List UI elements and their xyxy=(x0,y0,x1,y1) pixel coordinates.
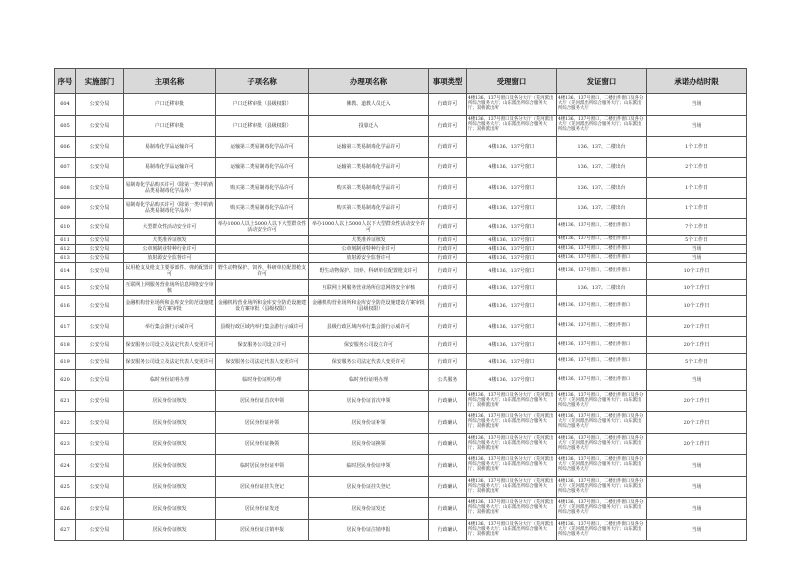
cell-time-limit: 5个工作日 xyxy=(647,235,747,245)
cell-no: 621 xyxy=(55,390,76,412)
cell-item-type: 行政确认 xyxy=(429,519,467,541)
cell-sub-item: 临时身份证明办理 xyxy=(216,370,309,391)
cell-sub-item: 购买第二类易制毒化学品许可 xyxy=(216,178,309,199)
cell-sub-item: 金融机构营业场所和金库安全防范设施建设方案审批（县级权限） xyxy=(216,296,309,317)
col-header-time-limit: 承诺办结时限 xyxy=(647,69,747,94)
cell-time-limit: 5个工作日 xyxy=(647,353,747,370)
cell-handling-item: 购买第二类易制毒化学品许可 xyxy=(309,178,429,199)
col-header-dept: 实施部门 xyxy=(76,69,124,94)
cell-sub-item: 户口迁移审批（县级权限） xyxy=(216,94,309,116)
cell-issue-window: 136、137、二楼出台 xyxy=(557,137,647,158)
col-header-issue-window: 发证窗口 xyxy=(557,69,647,94)
cell-main-item: 保安服务公司设立及法定代表人变更许可 xyxy=(124,337,216,354)
cell-time-limit: 1个工作日 xyxy=(647,137,747,158)
cell-main-item: 户口迁移审批 xyxy=(124,94,216,116)
cell-item-type: 行政确认 xyxy=(429,390,467,412)
cell-dept: 公安分局 xyxy=(76,245,124,254)
cell-sub-item: 临时居民身份证申领 xyxy=(216,455,309,477)
cell-main-item: 大型群众性活动安全许可 xyxy=(124,219,216,236)
cell-sub-item: 县级行政区域内举行集会游行示威许可 xyxy=(216,316,309,337)
cell-accept-window: 4楼136、137号窗口及各分大厅（芜河派出所综合服务大厅；山东派出所综合服务大厅；双桥派出所 xyxy=(467,94,557,116)
col-header-main-item: 主项名称 xyxy=(124,69,216,94)
table-row xyxy=(55,412,747,434)
cell-item-type: 行政许可 xyxy=(429,337,467,354)
cell-sub-item: 居民身份证发还 xyxy=(216,498,309,520)
cell-dept: 公安分局 xyxy=(76,476,124,498)
cell-handling-item: 保安服务公司设立许可 xyxy=(309,337,429,354)
cell-sub-item: 居民身份证注销申报 xyxy=(216,519,309,541)
cell-item-type: 行政许可 xyxy=(429,279,467,296)
cell-handling-item: 居民身份证补领 xyxy=(309,412,429,434)
table-row xyxy=(55,337,747,354)
cell-no: 605 xyxy=(55,115,76,137)
cell-no: 615 xyxy=(55,279,76,296)
cell-accept-window: 4楼136、137号窗口及各分大厅（芜河派出所综合服务大厅；山东派出所综合服务大厅；双桥派出所 xyxy=(467,433,557,455)
cell-dept: 公安分局 xyxy=(76,178,124,199)
cell-no: 620 xyxy=(55,370,76,391)
cell-main-item: 居民身份证核发 xyxy=(124,519,216,541)
table-row xyxy=(55,263,747,280)
cell-main-item: 易制毒化学品购买许可（除第一类中的药品类易制毒化学品外） xyxy=(124,198,216,219)
table-row xyxy=(55,433,747,455)
cell-dept: 公安分局 xyxy=(76,157,124,178)
cell-sub-item xyxy=(216,279,309,296)
table-row xyxy=(55,498,747,520)
cell-time-limit: 1个工作日 xyxy=(647,178,747,199)
cell-sub-item: 居民身份证补领 xyxy=(216,412,309,434)
cell-accept-window: 4楼136、137号窗口 xyxy=(467,254,557,263)
cell-no: 607 xyxy=(55,157,76,178)
cell-dept: 公安分局 xyxy=(76,390,124,412)
cell-handling-item: 购买第三类易制毒化学品许可 xyxy=(309,198,429,219)
cell-item-type: 行政许可 xyxy=(429,316,467,337)
cell-handling-item: 临时居民身份证申领 xyxy=(309,455,429,477)
cell-dept: 公安分局 xyxy=(76,254,124,263)
cell-handling-item: 居民身份证首次申领 xyxy=(309,390,429,412)
cell-handling-item: 犬类准养证核发 xyxy=(309,235,429,245)
cell-dept: 公安分局 xyxy=(76,279,124,296)
cell-no: 609 xyxy=(55,198,76,219)
cell-issue-window: 4楼136、137号窗口，二楼出件窗口 xyxy=(557,245,647,254)
col-header-accept-window: 受理窗口 xyxy=(467,69,557,94)
cell-handling-item: 野生动物保护、饲养、科研单位配置枪支许可 xyxy=(309,263,429,280)
cell-main-item: 民用枪支及枪支主要零部件、弹药配置许可 xyxy=(124,263,216,280)
cell-dept: 公安分局 xyxy=(76,115,124,137)
cell-accept-window: 4楼136、137号窗口及各分大厅（芜河派出所综合服务大厅；山东派出所综合服务大厅；双桥派出所 xyxy=(467,390,557,412)
cell-issue-window: 4楼136、137号窗口，二楼出件窗口 xyxy=(557,370,647,391)
cell-issue-window: 4楼136、137号窗口，二楼出件窗口 xyxy=(557,235,647,245)
table-row xyxy=(55,254,747,263)
table-row xyxy=(55,390,747,412)
cell-no: 627 xyxy=(55,519,76,541)
cell-accept-window: 4楼136、137号窗口 xyxy=(467,245,557,254)
cell-issue-window: 4楼136、137号窗口，二楼出件窗口及各分大厅（芜河派出所综合服务大厅；山东派出所综合服务大厅 xyxy=(557,94,647,116)
cell-accept-window: 4楼136、137号窗口 xyxy=(467,235,557,245)
cell-no: 613 xyxy=(55,254,76,263)
cell-no: 624 xyxy=(55,455,76,477)
cell-main-item: 易制毒化学品运输许可 xyxy=(124,157,216,178)
cell-handling-item: 居民身份证挂失登记 xyxy=(309,476,429,498)
cell-issue-window: 136、137、二楼出台 xyxy=(557,157,647,178)
cell-accept-window: 4楼136、137号窗口 xyxy=(467,178,557,199)
cell-dept: 公安分局 xyxy=(76,455,124,477)
cell-handling-item: 佛教、道教人员迁入 xyxy=(309,94,429,116)
cell-handling-item: 县级行政区域内举行集会游行示威许可 xyxy=(309,316,429,337)
cell-item-type: 行政确认 xyxy=(429,498,467,520)
cell-main-item: 保安服务公司设立及法定代表人变更许可 xyxy=(124,353,216,370)
service-items-table xyxy=(54,68,747,541)
cell-time-limit: 当场 xyxy=(647,254,747,263)
cell-accept-window: 4楼136、137号窗口 xyxy=(467,263,557,280)
cell-issue-window: 4楼136、137号窗口，二楼出件窗口 xyxy=(557,263,647,280)
cell-no: 619 xyxy=(55,353,76,370)
cell-sub-item: 居民身份证挂失登记 xyxy=(216,476,309,498)
cell-handling-item: 居民身份证发还 xyxy=(309,498,429,520)
cell-item-type: 行政许可 xyxy=(429,157,467,178)
cell-item-type: 行政许可 xyxy=(429,94,467,116)
table-row xyxy=(55,370,747,391)
cell-main-item: 互联网上网服务营业场所信息网络安全审核 xyxy=(124,279,216,296)
cell-time-limit: 20个工作日 xyxy=(647,337,747,354)
cell-accept-window: 4楼136、137号窗口 xyxy=(467,279,557,296)
cell-issue-window: 136、137、二楼出台 xyxy=(557,178,647,199)
cell-main-item: 居民身份证核发 xyxy=(124,412,216,434)
cell-handling-item: 举办1000人以上5000人以下大型群众性活动安全许可 xyxy=(309,219,429,236)
cell-main-item: 公章刻制业特种行业许可 xyxy=(124,245,216,254)
cell-time-limit: 当场 xyxy=(647,519,747,541)
cell-item-type: 行政许可 xyxy=(429,178,467,199)
cell-time-limit: 当场 xyxy=(647,245,747,254)
cell-item-type: 行政确认 xyxy=(429,476,467,498)
col-header-no: 序号 xyxy=(55,69,76,94)
cell-issue-window: 4楼136、137号窗口，二楼出件窗口 xyxy=(557,337,647,354)
cell-time-limit: 10个工作日 xyxy=(647,279,747,296)
cell-item-type: 行政许可 xyxy=(429,198,467,219)
cell-dept: 公安分局 xyxy=(76,219,124,236)
cell-accept-window: 4楼136、137号窗口 xyxy=(467,198,557,219)
table-row xyxy=(55,296,747,317)
cell-no: 608 xyxy=(55,178,76,199)
cell-handling-item: 居民身份证注销申报 xyxy=(309,519,429,541)
table-row xyxy=(55,476,747,498)
cell-accept-window: 4楼136、137号窗口及各分大厅（芜河派出所综合服务大厅；山东派出所综合服务大厅；双桥派出所 xyxy=(467,115,557,137)
cell-handling-item: 运输第三类易制毒化学品许可 xyxy=(309,137,429,158)
cell-item-type: 行政许可 xyxy=(429,263,467,280)
cell-time-limit: 20个工作日 xyxy=(647,412,747,434)
cell-issue-window: 4楼136、137号窗口，二楼出件窗口及各分大厅（芜河派出所综合服务大厅；山东派出所综合服务大厅 xyxy=(557,455,647,477)
table-row xyxy=(55,115,747,137)
cell-time-limit: 7个工作日 xyxy=(647,219,747,236)
col-header-item-type: 事项类型 xyxy=(429,69,467,94)
cell-issue-window: 4楼136、137号窗口，二楼出件窗口及各分大厅（芜河派出所综合服务大厅；山东派出所综合服务大厅 xyxy=(557,498,647,520)
cell-main-item: 居民身份证核发 xyxy=(124,476,216,498)
cell-accept-window: 4楼136、137号窗口及各分大厅（芜河派出所综合服务大厅；山东派出所综合服务大厅；双桥派出所 xyxy=(467,455,557,477)
cell-item-type: 行政许可 xyxy=(429,245,467,254)
cell-issue-window: 136、137、二楼出台 xyxy=(557,198,647,219)
cell-time-limit: 1个工作日 xyxy=(647,198,747,219)
cell-main-item: 放射源安全监督许可 xyxy=(124,254,216,263)
cell-time-limit: 当场 xyxy=(647,455,747,477)
cell-time-limit: 当场 xyxy=(647,94,747,116)
cell-dept: 公安分局 xyxy=(76,94,124,116)
cell-main-item: 居民身份证核发 xyxy=(124,390,216,412)
table-row xyxy=(55,353,747,370)
cell-time-limit: 当场 xyxy=(647,498,747,520)
cell-sub-item: 举办1000人以上5000人以下大型群众性活动安全许可 xyxy=(216,219,309,236)
cell-issue-window: 4楼136、137号窗口，二楼出件窗口及各分大厅（芜河派出所综合服务大厅；山东派出所综合服务大厅 xyxy=(557,390,647,412)
cell-item-type: 行政许可 xyxy=(429,235,467,245)
cell-handling-item: 金融机构营业场所和金库安全防范设施建设方案审批（县级权限） xyxy=(309,296,429,317)
cell-sub-item xyxy=(216,245,309,254)
cell-sub-item: 运输第三类易制毒化学品许可 xyxy=(216,137,309,158)
cell-handling-item: 放射源安全监督许可 xyxy=(309,254,429,263)
cell-dept: 公安分局 xyxy=(76,433,124,455)
cell-handling-item: 居民身份证换领 xyxy=(309,433,429,455)
cell-item-type: 行政许可 xyxy=(429,353,467,370)
table-row xyxy=(55,137,747,158)
cell-time-limit: 当场 xyxy=(647,476,747,498)
cell-item-type: 行政许可 xyxy=(429,137,467,158)
cell-dept: 公安分局 xyxy=(76,235,124,245)
cell-accept-window: 4楼136、137号窗口 xyxy=(467,337,557,354)
table-row xyxy=(55,178,747,199)
cell-dept: 公安分局 xyxy=(76,198,124,219)
cell-sub-item: 居民身份证换领 xyxy=(216,433,309,455)
cell-no: 610 xyxy=(55,219,76,236)
cell-time-limit: 当场 xyxy=(647,370,747,391)
cell-sub-item xyxy=(216,235,309,245)
cell-issue-window: 4楼136、137号窗口，二楼出件窗口及各分大厅（芜河派出所综合服务大厅；山东派出所综合服务大厅 xyxy=(557,412,647,434)
cell-sub-item: 保安服务公司法定代表人变更许可 xyxy=(216,353,309,370)
cell-issue-window: 4楼136、137号窗口，二楼出件窗口 xyxy=(557,296,647,317)
cell-main-item: 居民身份证核发 xyxy=(124,498,216,520)
col-header-sub-item: 子项名称 xyxy=(216,69,309,94)
cell-main-item: 金融机构营业场所和金库安全防范设施建设方案审批 xyxy=(124,296,216,317)
cell-no: 626 xyxy=(55,498,76,520)
service-items-sheet xyxy=(54,68,746,541)
cell-dept: 公安分局 xyxy=(76,519,124,541)
cell-accept-window: 4楼136、137号窗口及各分大厅（芜河派出所综合服务大厅；山东派出所综合服务大厅；双桥派出所 xyxy=(467,519,557,541)
cell-main-item: 举行集会游行示威许可 xyxy=(124,316,216,337)
cell-accept-window: 4楼136、137号窗口 xyxy=(467,316,557,337)
table-row xyxy=(55,245,747,254)
cell-dept: 公安分局 xyxy=(76,296,124,317)
cell-issue-window: 4楼136、137号窗口，二楼出件窗口及各分大厅（芜河派出所综合服务大厅；山东派出所综合服务大厅 xyxy=(557,476,647,498)
cell-dept: 公安分局 xyxy=(76,137,124,158)
cell-sub-item: 运输第二类易制毒化学品许可 xyxy=(216,157,309,178)
cell-main-item: 居民身份证核发 xyxy=(124,455,216,477)
cell-sub-item: 保安服务公司设立许可 xyxy=(216,337,309,354)
cell-main-item: 户口迁移审批 xyxy=(124,115,216,137)
cell-dept: 公安分局 xyxy=(76,263,124,280)
cell-accept-window: 4楼136、137号窗口 xyxy=(467,353,557,370)
cell-accept-window: 4楼136、137号窗口及各分大厅（芜河派出所综合服务大厅；山东派出所综合服务大厅；双桥派出所 xyxy=(467,412,557,434)
cell-handling-item: 运输第二类易制毒化学品许可 xyxy=(309,157,429,178)
cell-no: 604 xyxy=(55,94,76,116)
table-row xyxy=(55,219,747,236)
cell-handling-item: 临时身份证明办理 xyxy=(309,370,429,391)
cell-dept: 公安分局 xyxy=(76,353,124,370)
cell-sub-item: 户口迁移审批（县级权限） xyxy=(216,115,309,137)
cell-dept: 公安分局 xyxy=(76,498,124,520)
cell-issue-window: 4楼136、137号窗口，二楼出件窗口及各分大厅（芜河派出所综合服务大厅；山东派出所综合服务大厅 xyxy=(557,433,647,455)
cell-main-item: 居民身份证核发 xyxy=(124,433,216,455)
cell-item-type: 行政许可 xyxy=(429,254,467,263)
cell-sub-item: 居民身份证首次申领 xyxy=(216,390,309,412)
cell-no: 611 xyxy=(55,235,76,245)
cell-item-type: 行政确认 xyxy=(429,433,467,455)
cell-item-type: 行政许可 xyxy=(429,219,467,236)
cell-no: 612 xyxy=(55,245,76,254)
cell-item-type: 行政确认 xyxy=(429,455,467,477)
cell-accept-window: 4楼136、137号窗口 xyxy=(467,219,557,236)
table-row xyxy=(55,519,747,541)
cell-time-limit: 10个工作日 xyxy=(647,296,747,317)
cell-issue-window: 4楼136、137号窗口，二楼出件窗口及各分大厅（芜河派出所综合服务大厅；山东派出所综合服务大厅 xyxy=(557,519,647,541)
cell-issue-window: 4楼136、137号窗口，二楼出件窗口 xyxy=(557,316,647,337)
table-row xyxy=(55,455,747,477)
col-header-handling-item: 办理项名称 xyxy=(309,69,429,94)
cell-handling-item: 互联网上网服务营业场所信息网络安全审核 xyxy=(309,279,429,296)
cell-time-limit: 当场 xyxy=(647,115,747,137)
cell-item-type: 行政许可 xyxy=(429,296,467,317)
cell-time-limit: 10个工作日 xyxy=(647,263,747,280)
table-row xyxy=(55,316,747,337)
cell-accept-window: 4楼136、137号窗口 xyxy=(467,157,557,178)
cell-dept: 公安分局 xyxy=(76,337,124,354)
cell-dept: 公安分局 xyxy=(76,316,124,337)
cell-main-item: 临时身份证明办理 xyxy=(124,370,216,391)
cell-issue-window: 4楼136、137号窗口，二楼出件窗口 xyxy=(557,254,647,263)
cell-issue-window: 136、137、二楼出台 xyxy=(557,279,647,296)
cell-handling-item: 保安服务公司法定代表人变更许可 xyxy=(309,353,429,370)
cell-time-limit: 20个工作日 xyxy=(647,433,747,455)
cell-no: 618 xyxy=(55,337,76,354)
cell-dept: 公安分局 xyxy=(76,370,124,391)
cell-no: 616 xyxy=(55,296,76,317)
cell-issue-window: 4楼136、137号窗口，二楼出件窗口 xyxy=(557,219,647,236)
cell-time-limit: 20个工作日 xyxy=(647,390,747,412)
table-row xyxy=(55,279,747,296)
cell-handling-item: 投靠迁入 xyxy=(309,115,429,137)
cell-sub-item: 野生动物保护、饲养、科研单位配置枪支许可 xyxy=(216,263,309,280)
cell-item-type: 行政许可 xyxy=(429,115,467,137)
cell-no: 617 xyxy=(55,316,76,337)
header-row xyxy=(55,69,747,94)
table-row xyxy=(55,157,747,178)
cell-main-item: 易制毒化学品运输许可 xyxy=(124,137,216,158)
cell-time-limit: 2个工作日 xyxy=(647,157,747,178)
cell-item-type: 行政确认 xyxy=(429,412,467,434)
cell-no: 606 xyxy=(55,137,76,158)
cell-main-item: 犬类准养证核发 xyxy=(124,235,216,245)
cell-issue-window: 4楼136、137号窗口，二楼出件窗口 xyxy=(557,353,647,370)
cell-accept-window: 4楼136、137号窗口 xyxy=(467,370,557,391)
cell-handling-item: 公章刻制业特种行业许可 xyxy=(309,245,429,254)
cell-accept-window: 4楼136、137号窗口及各分大厅（芜河派出所综合服务大厅；山东派出所综合服务大厅；双桥派出所 xyxy=(467,476,557,498)
cell-no: 625 xyxy=(55,476,76,498)
table-row xyxy=(55,198,747,219)
cell-dept: 公安分局 xyxy=(76,412,124,434)
cell-no: 622 xyxy=(55,412,76,434)
table-row xyxy=(55,94,747,116)
cell-issue-window: 4楼136、137号窗口，二楼出件窗口及各分大厅（芜河派出所综合服务大厅；山东派出所综合服务大厅 xyxy=(557,115,647,137)
cell-no: 623 xyxy=(55,433,76,455)
cell-sub-item xyxy=(216,254,309,263)
cell-sub-item: 购买第三类易制毒化学品许可 xyxy=(216,198,309,219)
cell-accept-window: 4楼136、137号窗口 xyxy=(467,296,557,317)
table-row xyxy=(55,235,747,245)
cell-item-type: 公共服务 xyxy=(429,370,467,391)
cell-no: 614 xyxy=(55,263,76,280)
cell-accept-window: 4楼136、137号窗口 xyxy=(467,137,557,158)
cell-time-limit: 20个工作日 xyxy=(647,316,747,337)
cell-accept-window: 4楼136、137号窗口及各分大厅（芜河派出所综合服务大厅；山东派出所综合服务大厅；双桥派出所 xyxy=(467,498,557,520)
cell-main-item: 易制毒化学品购买许可（除第一类中的药品类易制毒化学品外） xyxy=(124,178,216,199)
